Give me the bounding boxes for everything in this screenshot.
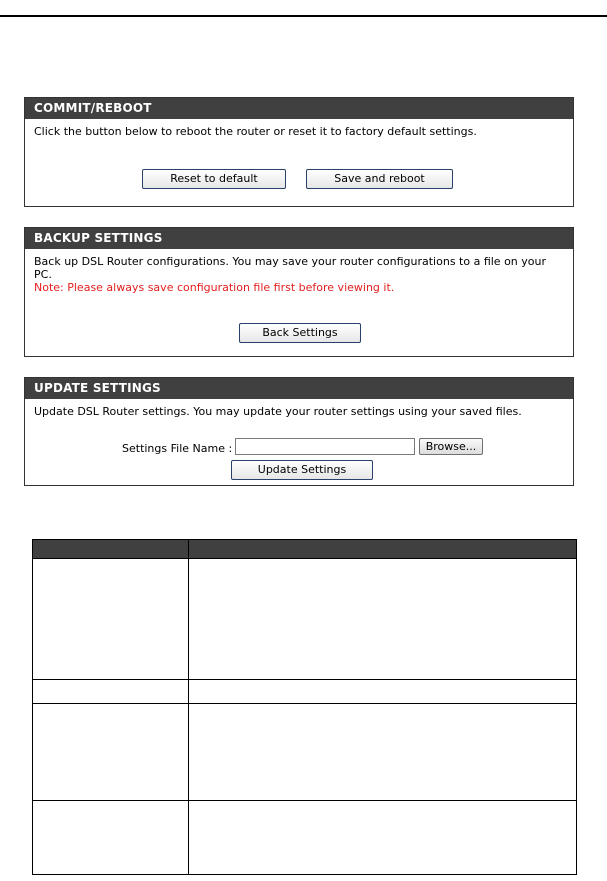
table-cell [189,801,577,875]
save-and-reboot-button[interactable]: Save and reboot [306,169,453,189]
table-row [33,559,577,680]
back-settings-button[interactable]: Back Settings [239,323,361,343]
update-settings-header: UPDATE SETTINGS [25,378,573,399]
backup-settings-body [25,249,573,294]
table-header-cell-1 [33,540,189,559]
settings-file-input[interactable] [235,438,415,455]
settings-file-name-label: Settings File Name : [122,442,233,455]
backup-note: Note: Please always save configuration file first before viewing it. [34,281,395,294]
table-header-row [33,540,577,559]
commit-reboot-header: COMMIT/REBOOT [25,98,573,119]
update-settings-panel [24,377,574,486]
table-row [33,704,577,801]
update-settings-button[interactable]: Update Settings [231,460,373,480]
description-table [32,539,577,875]
commit-reboot-description: Click the button below to reboot the router or reset it to factory default settings. [34,125,477,138]
reset-to-default-button[interactable]: Reset to default [142,169,286,189]
table-cell [189,559,577,680]
backup-description: Back up DSL Router configurations. You may save your router configurations to a file on your PC. [34,255,546,281]
table-header-cell-2 [189,540,577,559]
table-cell [33,801,189,875]
table-cell [33,559,189,680]
table-cell [33,704,189,801]
table-cell [189,704,577,801]
update-settings-description: Update DSL Router settings. You may update your router settings using your saved files. [34,405,522,418]
backup-settings-header: BACKUP SETTINGS [25,228,573,249]
commit-reboot-panel [24,97,574,207]
table-cell [189,680,577,704]
backup-settings-panel [24,227,574,357]
table-row [33,680,577,704]
table-row [33,801,577,875]
top-rule [0,15,607,17]
table-cell [33,680,189,704]
browse-button[interactable]: Browse... [419,438,483,455]
